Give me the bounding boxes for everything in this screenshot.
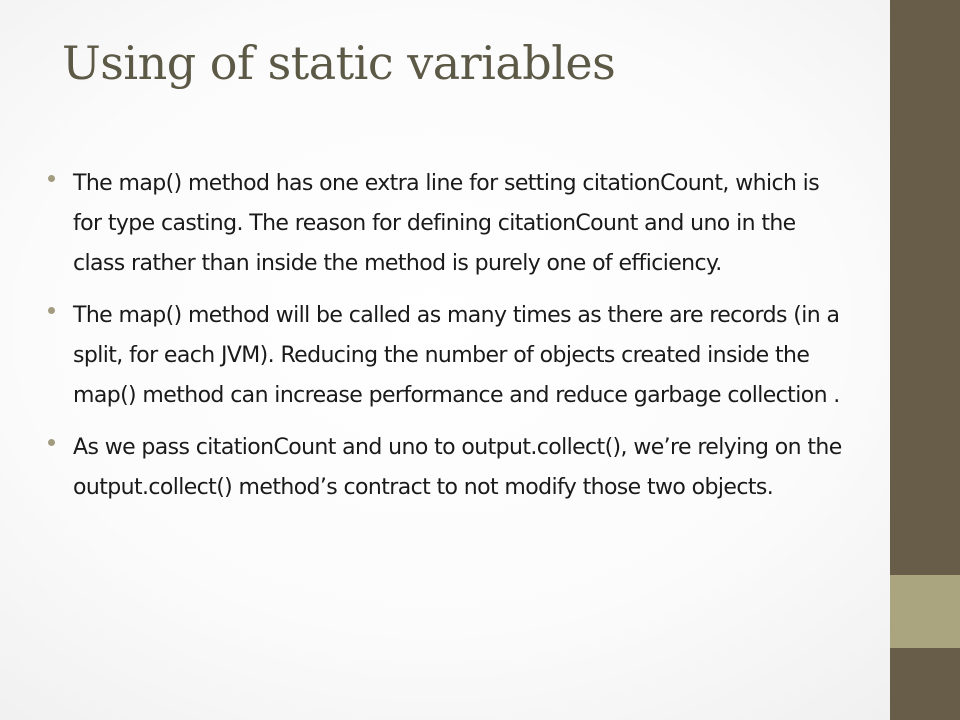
bullet-item [48,164,848,284]
bullet-text: The map() method has one extra line for setting citationCount, which is for type casting. The reason for defining citationCount and uno in the class rather than inside the method is purely one of efficiency. [73,171,820,276]
bullet-item [48,296,848,416]
sidebar-accent-bottom [890,648,960,720]
sidebar-accent-middle [890,575,960,648]
bullet-list [48,164,848,520]
bullet-marker-icon [48,439,55,446]
bullet-marker-icon [48,175,55,182]
sidebar-accent-top [890,0,960,575]
bullet-text: The map() method will be called as many times as there are records (in a split, for each JVM). Reducing the number of objects created inside the map() method can increase performance and reduce garbage collection . [73,303,840,408]
slide-title: Using of static variables [62,36,616,90]
bullet-item [48,428,848,508]
bullet-marker-icon [48,307,55,314]
bullet-text: As we pass citationCount and uno to output.collect(), we’re relying on the output.collect() method’s contract to not modify those two objects. [73,435,842,500]
